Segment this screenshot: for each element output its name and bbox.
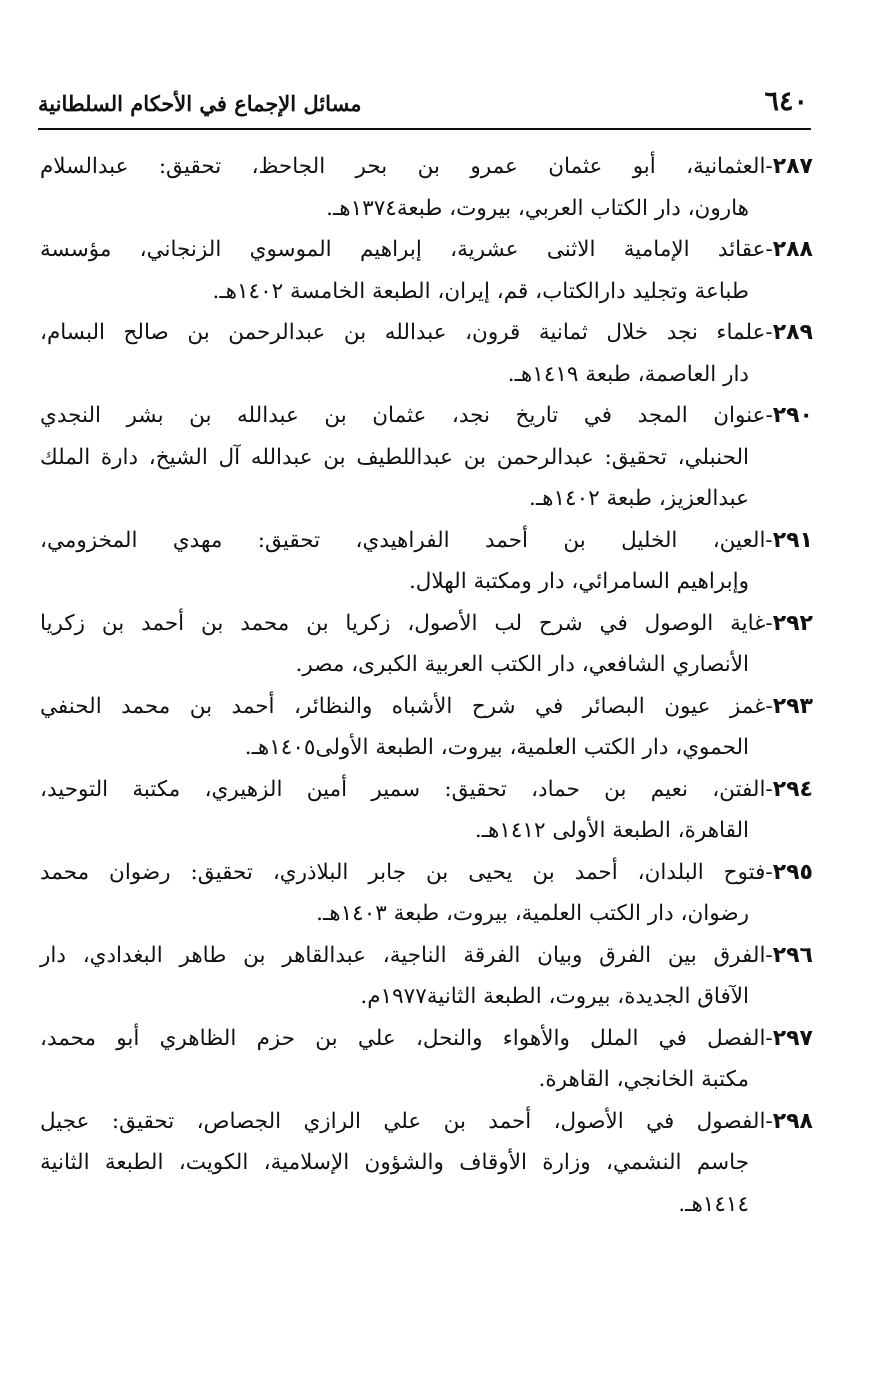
bibliography-entry (40, 686, 813, 769)
bibliography-list (40, 146, 813, 1225)
entry-first-line (40, 312, 813, 354)
bibliography-entry (40, 312, 813, 395)
bibliography-entry (40, 520, 813, 603)
entry-first-line (40, 1101, 813, 1143)
entry-text-continuation: طباعة وتجليد دارالكتاب، قم، إيران، الطبعة الخامسة ١٤٠٢هـ. (212, 278, 749, 304)
bibliography-entry (40, 935, 813, 1018)
entry-text-continuation: رضوان، دار الكتب العلمية، بيروت، طبعة ١٤٠٣هـ. (316, 901, 749, 926)
entry-text-start: -الفصل في الملل والأهواء والنحل، علي بن حزم الظاهري أبو محمد، (40, 1025, 773, 1051)
entry-number: ٢٩٧ (772, 1025, 813, 1051)
entry-text-continuation: الأنصاري الشافعي، دار الكتب العربية الكبرى، مصر. (295, 652, 749, 677)
entry-text-start: -العثمانية، أبو عثمان عمرو بن بحر الجاحظ، تحقيق: عبدالسلام (40, 154, 773, 179)
page-number: ٦٤٠ (764, 86, 808, 117)
entry-text-start: -غمز عيون البصائر في شرح الأشباه والنظائر، أحمد بن محمد الحنفي (40, 693, 773, 719)
entry-text-start: -غاية الوصول في شرح لب الأصول، زكريا بن محمد بن أحمد بن زكريا (40, 610, 773, 636)
entry-text-continuation: الحموي، دار الكتب العلمية، بيروت، الطبعة الأولى١٤٠٥هـ. (244, 735, 749, 760)
bibliography-entry (40, 603, 813, 686)
entry-number: ٢٩٤ (772, 776, 813, 802)
entry-first-line (40, 229, 813, 271)
entry-text-continuation: جاسم النشمي، وزارة الأوقاف والشؤون الإسلامية، الكويت، الطبعة الثانية ١٤١٤هـ. (40, 1150, 749, 1217)
entry-first-line (40, 1018, 813, 1060)
entry-text-start: -العين، الخليل بن أحمد الفراهيدي، تحقيق: مهدي المخزومي، (40, 527, 773, 553)
entry-number: ٢٩٦ (772, 942, 813, 968)
entry-text-continuation: القاهرة، الطبعة الأولى ١٤١٢هـ. (474, 818, 749, 843)
entry-first-line (40, 769, 813, 811)
running-title: مسائل الإجماع في الأحكام السلطانية (38, 91, 362, 116)
entry-number: ٢٩١ (772, 527, 813, 553)
entry-text-continuation: وإبراهيم السامرائي، دار ومكتبة الهلال. (408, 569, 749, 594)
entry-first-line (40, 852, 813, 894)
entry-text-start: -الفرق بين الفرق وبيان الفرقة الناجية، عبدالقاهر بن طاهر البغدادي، دار (40, 942, 773, 968)
entry-number: ٢٨٨ (772, 237, 813, 262)
entry-first-line (40, 395, 813, 437)
entry-number: ٢٨٧ (772, 154, 813, 179)
bibliography-entry (40, 395, 813, 520)
bibliography-entry (40, 229, 813, 312)
entry-text-continuation: هارون، دار الكتاب العربي، بيروت، طبعة١٣٧٤هـ. (326, 195, 749, 221)
entry-text-start: -فتوح البلدان، أحمد بن يحيى بن جابر البلاذري، تحقيق: رضوان محمد (40, 859, 773, 885)
entry-first-line (40, 935, 813, 977)
page-header (38, 82, 808, 126)
bibliography-entry (40, 146, 813, 229)
header-divider (38, 128, 811, 130)
entry-first-line (40, 603, 813, 645)
entry-first-line (40, 520, 813, 562)
entry-text-continuation: الحنبلي، تحقيق: عبدالرحمن بن عبداللطيف بن عبدالله آل الشيخ، دارة الملك عبدالعزيز، طبعة ١٤٠٢هـ. (40, 444, 749, 511)
entry-number: ٢٨٩ (772, 320, 813, 345)
entry-text-start: -علماء نجد خلال ثمانية قرون، عبدالله بن عبدالرحمن بن صالح البسام، (40, 320, 773, 345)
entry-number: ٢٩٣ (772, 693, 813, 719)
entry-text-start: -الفصول في الأصول، أحمد بن علي الرازي الجصاص، تحقيق: عجيل (40, 1108, 773, 1134)
entry-text-start: -عقائد الإمامية الاثنى عشرية، إبراهيم الموسوي الزنجاني، مؤسسة (40, 237, 773, 262)
entry-text-continuation: دار العاصمة، طبعة ١٤١٩هـ. (507, 361, 749, 387)
bibliography-entry (40, 1101, 813, 1226)
entry-text-start: -الفتن، نعيم بن حماد، تحقيق: سمير أمين الزهيري، مكتبة التوحيد، (40, 776, 773, 802)
bibliography-entry (40, 1018, 813, 1101)
entry-text-continuation: مكتبة الخانجي، القاهرة. (538, 1067, 749, 1092)
entry-number: ٢٩٢ (772, 610, 813, 636)
entry-number: ٢٩٠ (772, 403, 813, 428)
entry-first-line (40, 146, 813, 188)
entry-first-line (40, 686, 813, 728)
entry-number: ٢٩٥ (772, 859, 813, 885)
entry-number: ٢٩٨ (772, 1108, 813, 1134)
entry-text-continuation: الآفاق الجديدة، بيروت، الطبعة الثانية١٩٧٧م. (360, 984, 749, 1009)
bibliography-entry (40, 769, 813, 852)
bibliography-entry (40, 852, 813, 935)
entry-text-start: -عنوان المجد في تاريخ نجد، عثمان بن عبدالله بن بشر النجدي (40, 403, 773, 428)
